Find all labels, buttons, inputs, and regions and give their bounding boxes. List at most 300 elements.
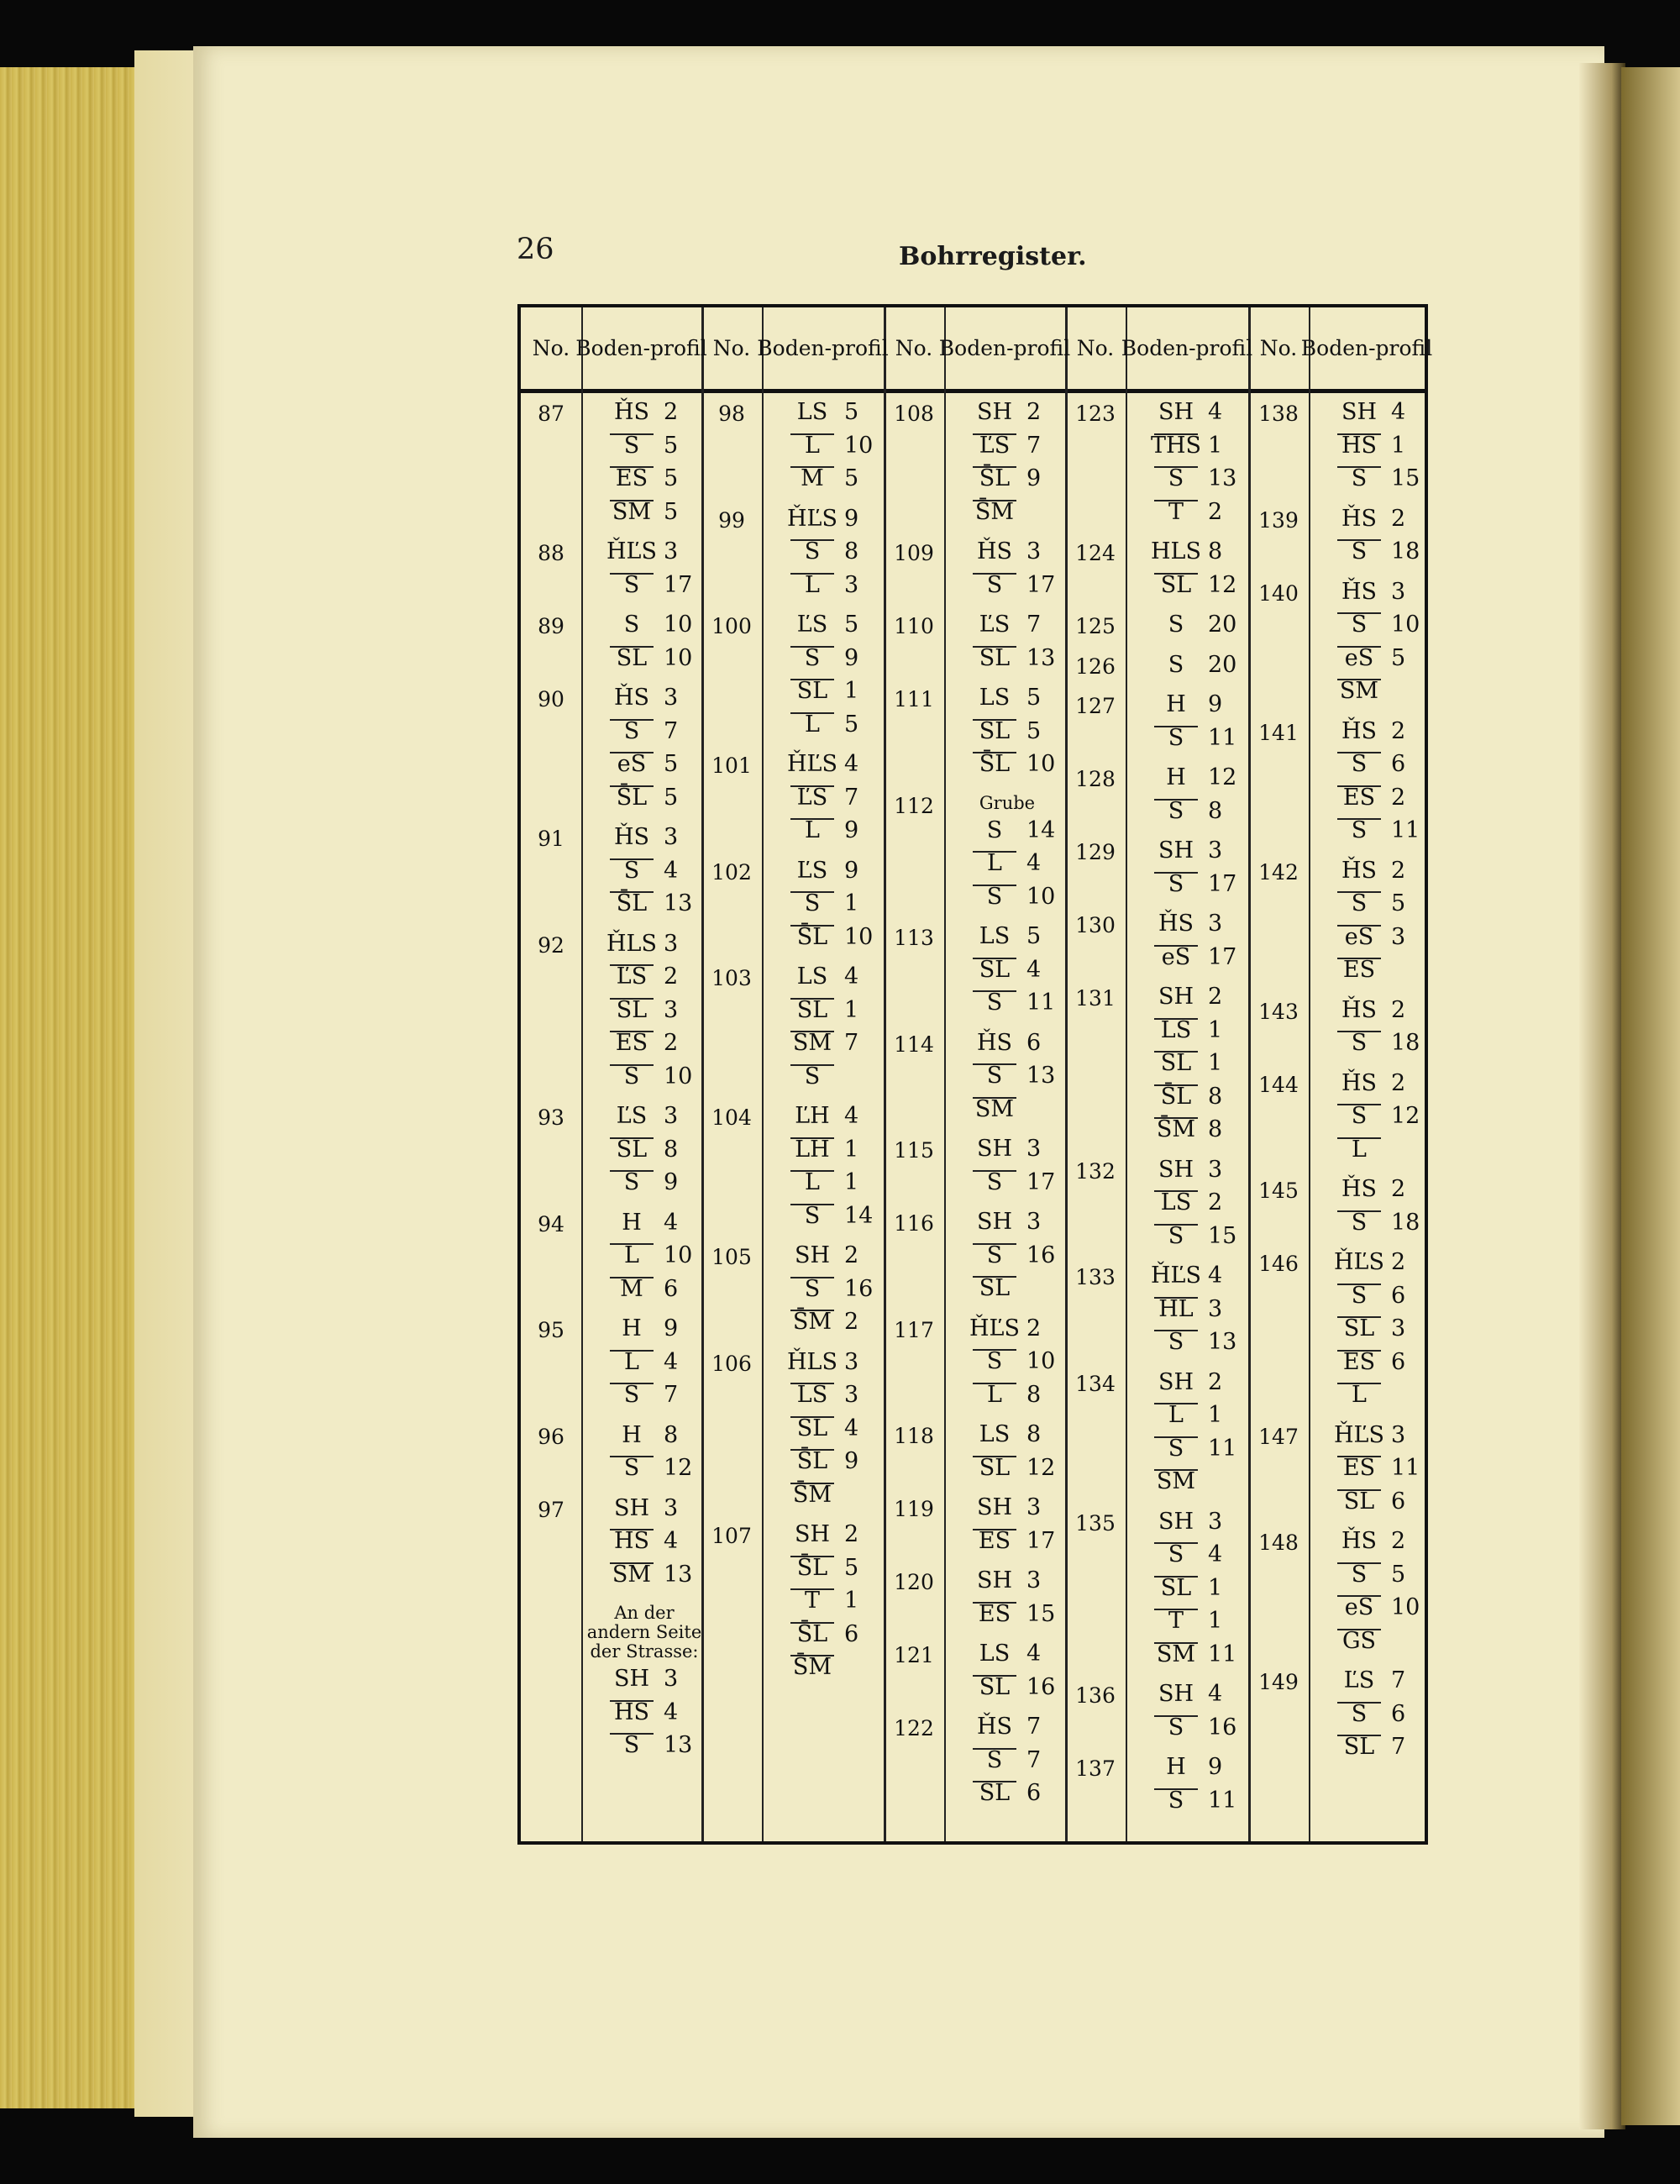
layer-thickness: 9 (1208, 1754, 1223, 1780)
soil-designation: ES (1326, 958, 1393, 983)
soil-designation: ĽS (796, 612, 828, 638)
boring-number: 134 (1075, 1371, 1116, 1396)
bohrregister-table (517, 304, 1433, 1845)
layer-thickness: 1 (844, 890, 859, 916)
soil-designation: SL (961, 646, 1028, 671)
boring-number: 138 (1258, 402, 1299, 426)
soil-designation: LS (1142, 1190, 1210, 1215)
page-number: 26 (517, 233, 554, 266)
layer-thickness: 8 (1026, 1421, 1042, 1447)
soil-designation: SL (779, 1416, 846, 1441)
soil-designation: S (1326, 1702, 1393, 1727)
soil-designation: S (779, 539, 846, 564)
soil-designation: S (598, 1456, 665, 1481)
soil-designation: S (779, 1277, 846, 1302)
layer-thickness: 1 (844, 678, 859, 704)
soil-designation: S (986, 816, 1003, 843)
soil-designation: L (779, 573, 846, 598)
layer-thickness: 3 (1391, 1315, 1406, 1341)
layer-thickness: 9 (1026, 465, 1042, 491)
layer-thickness: 4 (1208, 1263, 1223, 1289)
soil-designation: S (961, 1170, 1028, 1195)
boring-number: 136 (1075, 1683, 1116, 1708)
layer-thickness: 8 (844, 538, 859, 564)
layer-thickness: 8 (664, 1421, 679, 1448)
layer-thickness: 9 (844, 505, 859, 532)
soil-designation: S̄L (1142, 1084, 1210, 1110)
soil-designation: SH (613, 1666, 650, 1692)
layer-thickness: 11 (1208, 1435, 1237, 1462)
layer-thickness: 9 (664, 1169, 679, 1195)
layer-thickness: 7 (1391, 1734, 1406, 1760)
soil-designation: ȞS (613, 824, 650, 850)
soil-designation: S (598, 858, 665, 884)
soil-designation: S (598, 719, 665, 744)
no-column-divider (762, 307, 764, 1841)
layer-thickness: 3 (844, 1382, 859, 1408)
layer-thickness: 16 (1026, 1673, 1056, 1700)
boring-number: 125 (1075, 614, 1116, 638)
layer-thickness: 2 (1208, 1368, 1223, 1395)
layer-thickness: 3 (664, 685, 679, 711)
layer-thickness: 4 (1026, 1641, 1042, 1667)
layer-thickness: 3 (664, 1103, 679, 1129)
soil-designation: S (598, 1064, 665, 1089)
layer-thickness: 10 (844, 923, 874, 950)
layer-thickness: 13 (1026, 644, 1056, 671)
soil-designation: S (779, 1204, 846, 1229)
layer-thickness: 10 (1026, 1348, 1056, 1374)
header-bodenprofil (938, 307, 1071, 389)
layer-thickness: 3 (1026, 538, 1042, 564)
layer-thickness: 6 (1026, 1029, 1042, 1056)
header-no: No. (532, 335, 570, 360)
soil-designation: S (779, 891, 846, 916)
soil-designation: S̄M (1142, 1117, 1210, 1142)
soil-designation: S (598, 1733, 665, 1758)
layer-thickness: 7 (1391, 1667, 1406, 1693)
layer-thickness: 7 (1026, 612, 1042, 638)
layer-thickness: 3 (1208, 1295, 1223, 1322)
layer-thickness: 16 (844, 1275, 874, 1302)
soil-designation: SL (779, 679, 846, 704)
boring-number: 95 (538, 1318, 564, 1342)
layer-thickness: 10 (844, 432, 874, 459)
layer-thickness: 2 (1026, 1315, 1042, 1341)
soil-designation: S (598, 1383, 665, 1408)
soil-designation: S (1326, 612, 1393, 638)
column-divider (1065, 307, 1068, 1841)
soil-designation: L (779, 712, 846, 738)
soil-designation: ȞS (613, 685, 650, 711)
layer-thickness: 6 (1391, 1488, 1406, 1515)
layer-thickness: 4 (664, 1528, 679, 1554)
layer-thickness: 17 (1026, 1527, 1056, 1554)
layer-thickness: 6 (1391, 1348, 1406, 1375)
soil-designation: ȞĽS (787, 751, 837, 777)
boring-number: 88 (538, 541, 564, 565)
layer-thickness: 4 (844, 963, 859, 990)
layer-thickness: 2 (1391, 1528, 1406, 1554)
layer-thickness: 4 (844, 1103, 859, 1129)
layer-thickness: 5 (1026, 685, 1042, 711)
boring-number: 120 (894, 1570, 934, 1594)
boring-number: 99 (718, 507, 745, 533)
boring-number: 143 (1258, 999, 1299, 1024)
soil-designation: SL (961, 1456, 1028, 1481)
soil-designation: L (1326, 1383, 1393, 1408)
layer-thickness: 9 (844, 817, 859, 843)
layer-thickness: 3 (1026, 1136, 1042, 1162)
soil-designation: S (1142, 726, 1210, 751)
layer-thickness: 1 (1208, 1402, 1223, 1428)
layer-thickness: 13 (664, 1561, 693, 1588)
boring-number: 133 (1075, 1265, 1116, 1289)
layer-thickness: 5 (664, 784, 679, 811)
boring-number: 146 (1258, 1252, 1299, 1276)
boring-number: 144 (1258, 1072, 1299, 1097)
soil-designation: SH (976, 1209, 1013, 1235)
soil-designation: ȞS (1341, 857, 1378, 884)
layer-thickness: 4 (664, 857, 679, 884)
boring-number: 147 (1258, 1424, 1299, 1449)
soil-designation: SH (1158, 1681, 1194, 1707)
layer-thickness: 9 (844, 644, 859, 671)
boring-number: 135 (1075, 1510, 1116, 1536)
layer-thickness: 9 (664, 1315, 679, 1341)
soil-designation: GS (1326, 1629, 1393, 1654)
soil-designation: S (1168, 612, 1184, 638)
layer-thickness: 3 (664, 930, 679, 957)
boring-number: 109 (894, 541, 934, 565)
soil-designation: ȞS (1158, 911, 1194, 937)
layer-thickness: 10 (1391, 612, 1420, 638)
layer-thickness: 4 (664, 1348, 679, 1375)
layer-thickness: 7 (844, 1030, 859, 1056)
layer-thickness: 2 (664, 963, 679, 990)
boring-number: 141 (1258, 720, 1299, 745)
soil-designation: S (779, 646, 846, 671)
soil-designation: S (1326, 752, 1393, 777)
soil-designation: SM (779, 1031, 846, 1056)
soil-designation: S̄M (779, 1655, 846, 1680)
soil-designation: HS (1326, 433, 1393, 459)
header-profile-line1: Boden- (1121, 335, 1196, 360)
boring-number: 96 (538, 1424, 564, 1449)
layer-thickness: 18 (1391, 1030, 1420, 1056)
layer-thickness: 2 (1208, 1189, 1223, 1215)
soil-designation: L (961, 851, 1028, 876)
layer-thickness: 1 (844, 996, 859, 1023)
layer-thickness: 15 (1026, 1600, 1056, 1627)
header-profile-line1: Boden- (938, 335, 1014, 360)
soil-designation: S (1326, 1104, 1393, 1129)
soil-designation: SL (1142, 1576, 1210, 1601)
boring-number: 139 (1258, 507, 1299, 533)
layer-thickness: 5 (1391, 644, 1406, 671)
layer-thickness: 17 (1026, 571, 1056, 598)
layer-thickness: 17 (664, 571, 693, 598)
soil-designation: ĽS (961, 433, 1028, 459)
layer-thickness: 3 (1208, 911, 1223, 937)
layer-thickness: 3 (664, 824, 679, 850)
header-profile-line2: profil (650, 335, 707, 360)
layer-thickness: 16 (1026, 1242, 1056, 1268)
layer-thickness: 12 (664, 1455, 693, 1481)
layer-thickness: 11 (1026, 990, 1056, 1016)
layer-thickness: 15 (1391, 465, 1420, 491)
header-bodenprofil (575, 307, 707, 389)
layer-thickness: 2 (1026, 399, 1042, 425)
layer-thickness: 6 (1391, 751, 1406, 777)
soil-designation: L (961, 1383, 1028, 1408)
layer-thickness: 10 (1391, 1594, 1420, 1620)
layer-thickness: 2 (1391, 717, 1406, 744)
soil-designation: ȞS (1341, 505, 1378, 532)
soil-designation: S̄L (779, 925, 846, 950)
soil-designation: H (1166, 1754, 1186, 1780)
no-column-divider (1126, 307, 1127, 1841)
soil-designation: S (1142, 1436, 1210, 1462)
soil-designation: eS (598, 752, 665, 777)
soil-designation: ES (1326, 785, 1393, 811)
soil-designation: SH (1158, 984, 1194, 1010)
layer-thickness: 5 (844, 612, 859, 638)
boring-number: 98 (718, 402, 745, 426)
layer-thickness: 2 (1208, 984, 1223, 1010)
soil-designation: T (1142, 500, 1210, 525)
soil-designation: SL (1142, 1051, 1210, 1076)
boring-number: 122 (894, 1716, 934, 1740)
soil-designation: SL (1326, 1316, 1393, 1341)
soil-designation: LS (979, 685, 1011, 711)
soil-designation: S (961, 990, 1028, 1016)
layer-thickness: 12 (1208, 571, 1237, 598)
layer-thickness: 8 (664, 1136, 679, 1163)
soil-designation: M (779, 466, 846, 491)
layer-thickness: 10 (664, 612, 693, 638)
soil-designation: S (1142, 1224, 1210, 1249)
soil-designation: S (1142, 466, 1210, 491)
layer-thickness: 5 (664, 498, 679, 525)
layer-thickness: 17 (1208, 943, 1237, 970)
soil-designation: S (961, 1748, 1028, 1773)
soil-designation: LS (796, 399, 828, 425)
soil-designation: LS (979, 1641, 1011, 1667)
soil-designation: SL (1142, 573, 1210, 598)
layer-thickness: 5 (1026, 717, 1042, 744)
soil-designation: S (961, 1349, 1028, 1374)
layer-thickness: 5 (664, 432, 679, 459)
boring-number: 115 (894, 1138, 934, 1163)
layer-thickness: 3 (664, 996, 679, 1023)
soil-designation: ĽS (616, 1103, 648, 1129)
layer-thickness: 2 (844, 1242, 859, 1268)
layer-thickness: 5 (844, 399, 859, 425)
soil-designation: ES (961, 1529, 1028, 1554)
soil-designation: SH (976, 1567, 1013, 1593)
layer-thickness: 12 (1208, 764, 1237, 790)
soil-designation: ȞLS (606, 930, 657, 957)
layer-thickness: 11 (1208, 724, 1237, 751)
soil-designation: ȞS (1341, 1069, 1378, 1096)
header-bodenprofil (757, 307, 889, 389)
layer-thickness: 9 (844, 1448, 859, 1474)
layer-thickness: 10 (664, 1242, 693, 1268)
layer-thickness: 13 (1208, 465, 1237, 491)
boring-number: 140 (1258, 580, 1299, 606)
soil-designation: S (961, 885, 1028, 910)
layer-thickness: 20 (1208, 651, 1237, 678)
soil-designation: L (1326, 1137, 1393, 1163)
soil-designation: HS (598, 1700, 665, 1725)
soil-designation: LS (979, 923, 1011, 949)
soil-designation: LS (1142, 1018, 1210, 1043)
layer-thickness: 16 (1208, 1714, 1237, 1740)
layer-thickness: 1 (1208, 1574, 1223, 1601)
layer-thickness: 3 (844, 1348, 859, 1375)
soil-designation: L (779, 1170, 846, 1195)
soil-designation: LS (779, 1383, 846, 1408)
soil-designation: eS (1326, 925, 1393, 950)
layer-thickness: 5 (1391, 1561, 1406, 1588)
layer-thickness: 5 (1026, 923, 1042, 949)
boring-note (944, 794, 1070, 813)
soil-designation: eS (1326, 646, 1393, 671)
soil-designation: SH (976, 1494, 1013, 1520)
boring-number: 114 (894, 1032, 934, 1057)
soil-designation: SH (1158, 837, 1194, 864)
note-line: An der (614, 1603, 675, 1623)
soil-designation: ȞS (1341, 1528, 1378, 1554)
layer-thickness: 11 (1391, 1455, 1420, 1481)
note-line: Grube (979, 792, 1036, 813)
layer-thickness: 11 (1391, 817, 1420, 843)
boring-number: 119 (894, 1497, 934, 1521)
soil-designation: SH (976, 1136, 1013, 1162)
layer-thickness: 1 (1208, 1050, 1223, 1076)
layer-thickness: 2 (1391, 784, 1406, 811)
soil-designation: S (1326, 539, 1393, 564)
layer-thickness: 5 (844, 1554, 859, 1581)
facing-page-edge (1621, 67, 1680, 2125)
boring-number: 129 (1075, 840, 1116, 864)
soil-designation: ȞS (1341, 578, 1378, 605)
soil-designation: S (1326, 466, 1393, 491)
layer-thickness: 17 (1208, 870, 1237, 897)
boring-number: 121 (894, 1643, 934, 1667)
soil-designation: SM (1326, 679, 1393, 704)
layer-thickness: 3 (664, 1494, 679, 1521)
layer-thickness: 14 (844, 1202, 874, 1229)
layer-thickness: 4 (1026, 956, 1042, 983)
soil-designation: SL (779, 998, 846, 1023)
soil-designation: ȞĽS (606, 538, 657, 564)
soil-designation: ĽS (598, 964, 665, 990)
layer-thickness: 1 (1208, 1016, 1223, 1043)
soil-designation: S (1142, 1788, 1210, 1814)
soil-designation: SL (961, 1781, 1028, 1806)
layer-thickness: 1 (1208, 432, 1223, 459)
soil-designation: ȞS (976, 1029, 1013, 1056)
soil-designation: S̄L (779, 1622, 846, 1647)
boring-number: 132 (1075, 1158, 1116, 1184)
soil-designation: SH (1158, 1508, 1194, 1535)
layer-thickness: 18 (1391, 1209, 1420, 1236)
boring-number: 118 (894, 1424, 934, 1448)
no-column-divider (944, 307, 946, 1841)
soil-designation: S (961, 1243, 1028, 1268)
boring-number: 89 (538, 614, 564, 638)
boring-number: 111 (894, 687, 934, 711)
column-divider (1248, 307, 1251, 1841)
layer-thickness: 5 (664, 751, 679, 777)
boring-number: 127 (1075, 694, 1116, 718)
layer-thickness: 4 (1208, 1541, 1223, 1567)
soil-designation: S (961, 573, 1028, 598)
layer-thickness: 3 (1026, 1209, 1042, 1235)
header-profile-line2: profil (1195, 335, 1253, 360)
layer-thickness: 5 (844, 465, 859, 491)
soil-designation: S (1326, 818, 1393, 843)
boring-number: 116 (894, 1211, 934, 1236)
book-gutter (1579, 63, 1625, 2129)
layer-thickness: 9 (844, 857, 859, 884)
soil-designation: THS (1142, 433, 1210, 459)
boring-number: 124 (1075, 541, 1116, 565)
soil-designation: SL (961, 958, 1028, 983)
layer-thickness: 2 (1391, 996, 1406, 1023)
layer-thickness: 4 (844, 751, 859, 777)
boring-number: 137 (1075, 1756, 1116, 1781)
soil-designation: S (1326, 1284, 1393, 1309)
layer-thickness: 8 (1208, 1116, 1223, 1142)
soil-designation: L (1142, 1403, 1210, 1428)
boring-number: 113 (894, 926, 934, 950)
layer-thickness: 3 (1026, 1567, 1042, 1593)
soil-designation: SM (1142, 1469, 1210, 1494)
layer-thickness: 2 (1208, 498, 1223, 525)
layer-thickness: 1 (1208, 1608, 1223, 1634)
boring-number: 112 (894, 793, 934, 818)
layer-thickness: 4 (664, 1698, 679, 1725)
soil-designation: L (779, 433, 846, 459)
header-profile-line2: profil (1375, 335, 1433, 360)
header-profile-line1: Boden- (1300, 335, 1376, 360)
layer-thickness: 3 (664, 538, 679, 564)
layer-thickness: 2 (1391, 857, 1406, 884)
header-no: No. (1259, 335, 1298, 360)
header-profile-line1: Boden- (575, 335, 651, 360)
soil-designation: SH (1158, 1368, 1194, 1395)
soil-designation: ES (961, 1602, 1028, 1627)
soil-designation: S̄L (779, 1449, 846, 1474)
soil-designation: L (598, 1350, 665, 1375)
layer-thickness: 3 (1026, 1494, 1042, 1520)
boring-number: 93 (538, 1105, 564, 1130)
layer-thickness: 4 (844, 1415, 859, 1441)
boring-number: 94 (538, 1211, 564, 1236)
soil-designation: ES (598, 1031, 665, 1056)
soil-designation: S (1326, 1562, 1393, 1588)
boring-number: 117 (894, 1317, 934, 1342)
soil-designation: SH (976, 399, 1013, 425)
header-bodenprofil (1300, 307, 1433, 389)
soil-designation: SH (794, 1521, 831, 1547)
soil-designation: ȞĽS (1334, 1249, 1384, 1275)
soil-designation: H (1166, 764, 1186, 790)
soil-designation: S̄M (961, 500, 1028, 525)
